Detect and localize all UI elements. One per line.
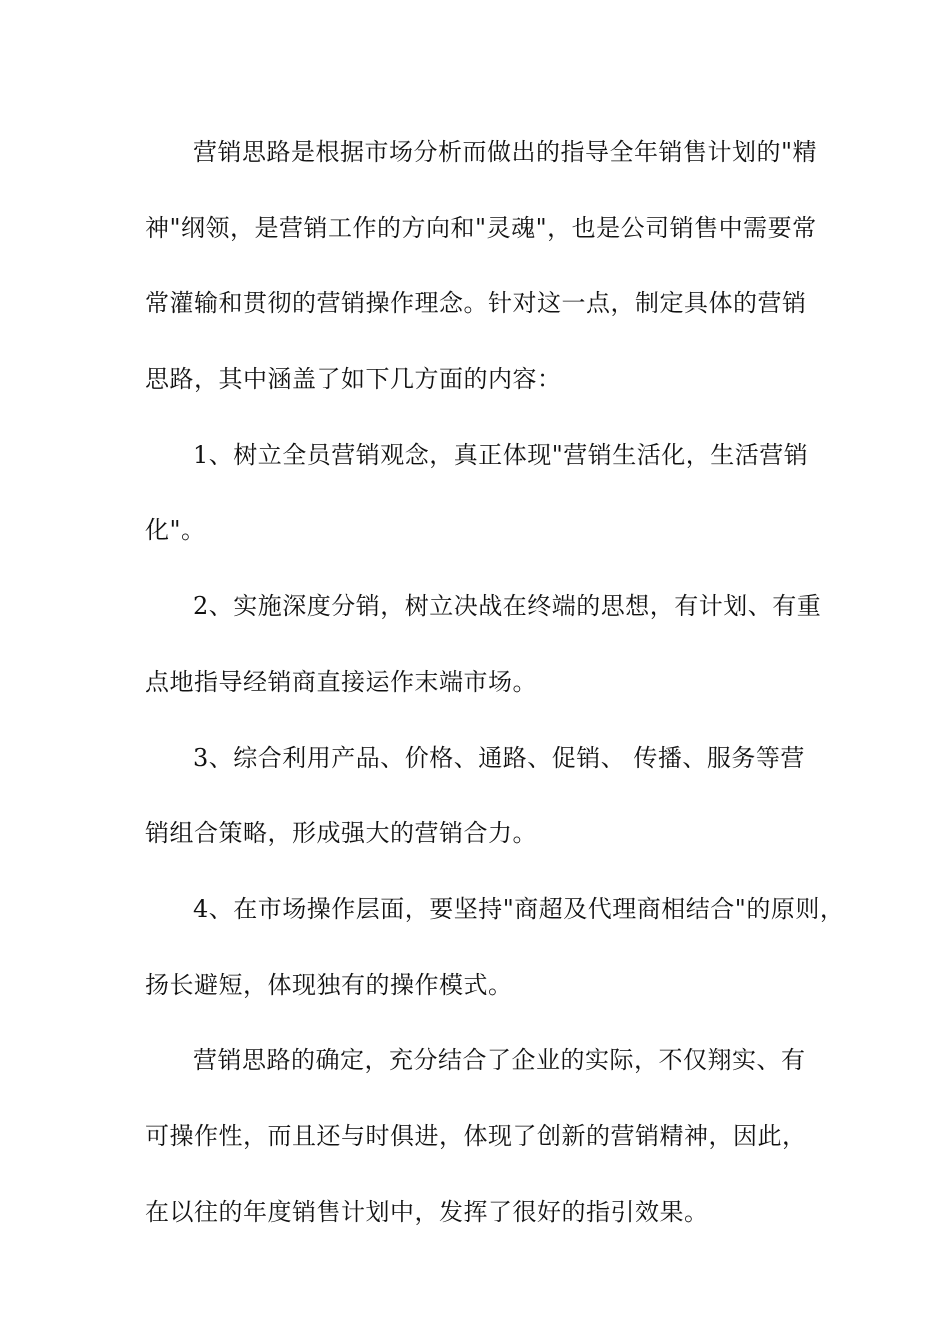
list-item-1-line-1: 1、树立全员营销观念，真正体现"营销生活化，生活营销	[193, 440, 809, 469]
list-item-3-line-1: 3、综合利用产品、价格、通路、促销、 传播、服务等营	[193, 743, 805, 772]
paragraph-intro-line-2: 神"纲领，是营销工作的方向和"灵魂"，也是公司销售中需要常	[145, 213, 817, 242]
list-item-2-line-1: 2、实施深度分销，树立决战在终端的思想，有计划、有重	[193, 592, 822, 621]
paragraph-conclusion-line-1: 营销思路的确定，充分结合了企业的实际，不仅翔实、有	[193, 1046, 806, 1075]
list-item-2-line-2: 点地指导经销商直接运作末端市场。	[145, 667, 537, 696]
paragraph-intro-line-1: 营销思路是根据市场分析而做出的指导全年销售计划的"精	[193, 138, 818, 166]
document-body	[145, 128, 845, 1263]
paragraph-conclusion-line-2: 可操作性，而且还与时俱进，体现了创新的营销精神，因此，	[145, 1121, 807, 1150]
list-item-4-line-1: 4、在市场操作层面，要坚持"商超及代理商相结合"的原则，	[193, 894, 845, 923]
paragraph-intro-line-3: 常灌输和贯彻的营销操作理念。针对这一点，制定具体的营销	[145, 289, 807, 318]
list-item-3-line-2: 销组合策略，形成强大的营销合力。	[145, 819, 537, 848]
list-item-1-line-2: 化"。	[145, 516, 206, 545]
paragraph-intro-line-4: 思路，其中涵盖了如下几方面的内容：	[145, 365, 562, 394]
list-item-4-line-2: 扬长避短，体现独有的操作模式。	[145, 970, 513, 999]
paragraph-conclusion-line-3: 在以往的年度销售计划中，发挥了很好的指引效果。	[145, 1197, 709, 1226]
